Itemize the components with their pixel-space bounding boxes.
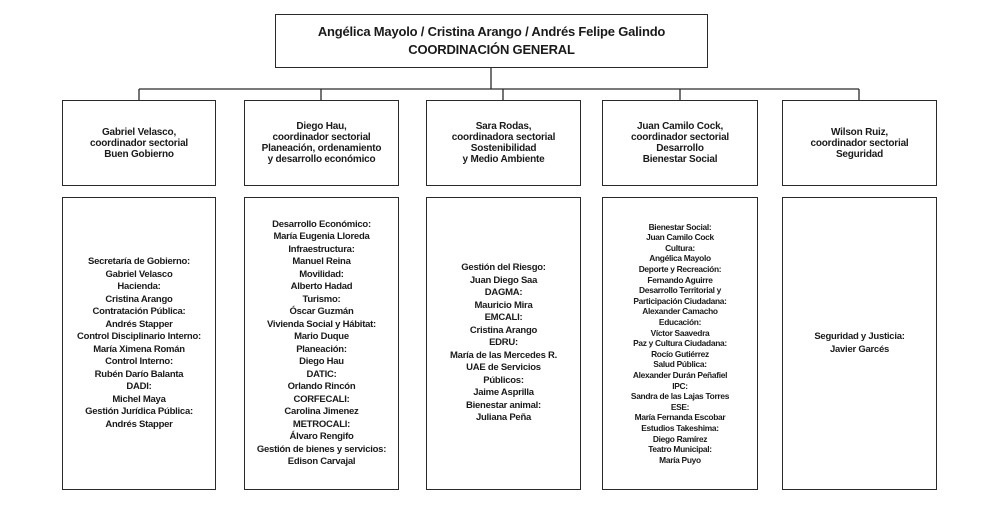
sector-header-sostenibilidad — [426, 100, 581, 186]
member-line: Víctor Saavedra — [650, 327, 710, 338]
member-line: Desarrollo Económico: — [272, 218, 371, 230]
member-line: Jaime Asprilla — [473, 387, 534, 399]
member-line: Estudios Takeshima: — [641, 422, 719, 433]
member-line: Juliana Peña — [475, 412, 532, 424]
member-line: CORFECALI: — [293, 393, 350, 405]
member-line: Diego Hau — [299, 356, 344, 367]
member-line: Michel Maya — [112, 393, 166, 405]
member-line: Diego Ramírez — [652, 433, 708, 444]
member-line: Alexander Durán Peñafiel — [632, 369, 728, 380]
member-line: Gestión del Riesgo: — [461, 262, 546, 274]
header-line: Bienestar Social — [642, 154, 718, 165]
member-line: Participación Ciudadana: — [633, 295, 727, 306]
member-line: Paz y Cultura Ciudadana: — [633, 338, 727, 349]
member-line: María Ximena Román — [93, 343, 185, 355]
coordination-title: COORDINACIÓN GENERAL — [408, 42, 575, 57]
member-line: Gestión de bienes y servicios: — [256, 443, 387, 455]
header-line: Buen Gobierno — [104, 148, 174, 160]
header-line: Diego Hau, — [296, 121, 347, 132]
member-line: Planeación: — [296, 343, 347, 355]
header-line: Desarrollo — [656, 143, 704, 154]
member-line: Óscar Guzmán — [289, 306, 354, 317]
member-line: Andrés Stapper — [105, 318, 173, 330]
member-line: Cristina Arango — [105, 293, 173, 305]
member-line: Teatro Municipal: — [648, 444, 712, 455]
sector-header-buen-gobierno — [62, 100, 216, 186]
member-line: Infraestructura: — [288, 243, 355, 255]
header-line: coordinador sectorial — [630, 132, 730, 143]
member-line: Rubén Darío Balanta — [94, 368, 184, 380]
member-line: Manuel Reina — [292, 256, 351, 267]
member-line: Angélica Mayolo — [649, 253, 711, 264]
member-line: Juan Camilo Cock — [646, 232, 714, 243]
member-line: Control Interno: — [105, 356, 173, 367]
member-line: María Eugenia Lloreda — [273, 231, 370, 242]
header-line: y Medio Ambiente — [462, 154, 545, 165]
member-line: Hacienda: — [117, 281, 161, 292]
member-line: Control Disciplinario Interno: — [77, 331, 201, 342]
header-line: coordinador sectorial — [810, 137, 909, 149]
member-line: Bienestar Social: — [648, 221, 712, 232]
header-line: Sostenibilidad — [470, 143, 537, 154]
header-line: Seguridad — [835, 148, 884, 160]
member-line: Deporte y Recreación: — [638, 264, 722, 275]
member-line: Carolina Jimenez — [284, 406, 359, 417]
member-line: EDRU: — [489, 337, 518, 349]
sector-members-bienestar-social — [602, 197, 758, 490]
member-line: Seguridad y Justicia: — [814, 331, 905, 342]
header-line: coordinadora sectorial — [451, 132, 556, 143]
member-line: DADI: — [126, 381, 152, 392]
member-line: María Puyo — [659, 454, 701, 465]
member-line: UAE de Servicios — [466, 362, 541, 374]
member-line: Juan Diego Saa — [469, 274, 538, 286]
member-line: Cristina Arango — [469, 324, 538, 336]
member-line: Álvaro Rengifo — [289, 431, 354, 442]
header-line: Wilson Ruiz, — [831, 126, 888, 138]
member-line: Mauricio Mira — [474, 299, 533, 311]
member-line: Gestión Jurídica Pública: — [85, 406, 193, 417]
sector-header-bienestar-social — [602, 100, 758, 186]
header-line: Planeación, ordenamiento — [261, 143, 382, 154]
member-line: ESE: — [670, 401, 690, 412]
header-line: Sara Rodas, — [475, 121, 532, 132]
header-line: y desarrollo económico — [267, 154, 376, 165]
sector-header-planeacion — [244, 100, 399, 186]
member-line: Salud Pública: — [653, 359, 707, 370]
member-line: METROCALI: — [292, 418, 351, 430]
member-line: Vivienda Social y Hábitat: — [267, 318, 376, 330]
member-line: Edison Carvajal — [287, 456, 356, 467]
member-line: Orlando Rincón — [287, 381, 356, 392]
member-line: Educación: — [658, 317, 702, 328]
header-line: Juan Camilo Cock, — [636, 121, 724, 132]
member-line: Movilidad: — [299, 268, 344, 280]
sector-members-planeacion — [244, 197, 399, 490]
coordination-names: Angélica Mayolo / Cristina Arango / Andrés Felipe Galindo — [317, 24, 666, 39]
member-line: Mario Duque — [294, 331, 349, 342]
sector-header-seguridad — [782, 100, 937, 186]
member-line: Desarrollo Territorial y — [638, 285, 721, 296]
member-line: María Fernanda Escobar — [634, 412, 726, 423]
member-line: Rocío Gutiérrez — [651, 348, 709, 359]
member-line: Turismo: — [302, 293, 341, 305]
member-line: Gabriel Velasco — [105, 268, 173, 280]
member-line: Alberto Hadad — [290, 281, 353, 292]
member-line: Javier Garcés — [829, 343, 890, 355]
sector-members-buen-gobierno — [62, 197, 216, 490]
member-line: Sandra de las Lajas Torres — [630, 391, 730, 402]
sector-members-seguridad — [782, 197, 937, 490]
member-line: EMCALI: — [484, 312, 523, 324]
member-line: Cultura: — [665, 242, 695, 253]
member-line: Alexander Camacho — [642, 306, 718, 317]
member-line: Bienestar animal: — [466, 399, 541, 411]
header-line: coordinador sectorial — [89, 137, 189, 149]
member-line: Fernando Aguirre — [647, 274, 713, 285]
member-line: DAGMA: — [484, 287, 523, 299]
member-line: Secretaría de Gobierno: — [88, 256, 190, 267]
header-line: Gabriel Velasco, — [101, 126, 177, 138]
member-line: DATIC: — [306, 368, 337, 380]
member-line: Públicos: — [483, 374, 524, 386]
member-line: IPC: — [672, 380, 688, 391]
member-line: María de las Mercedes R. — [450, 349, 557, 361]
member-line: Contratación Pública: — [92, 306, 186, 317]
general-coordination-box — [275, 14, 708, 68]
header-line: coordinador sectorial — [272, 132, 371, 143]
member-line: Andrés Stapper — [105, 418, 173, 430]
sector-members-sostenibilidad — [426, 197, 581, 490]
